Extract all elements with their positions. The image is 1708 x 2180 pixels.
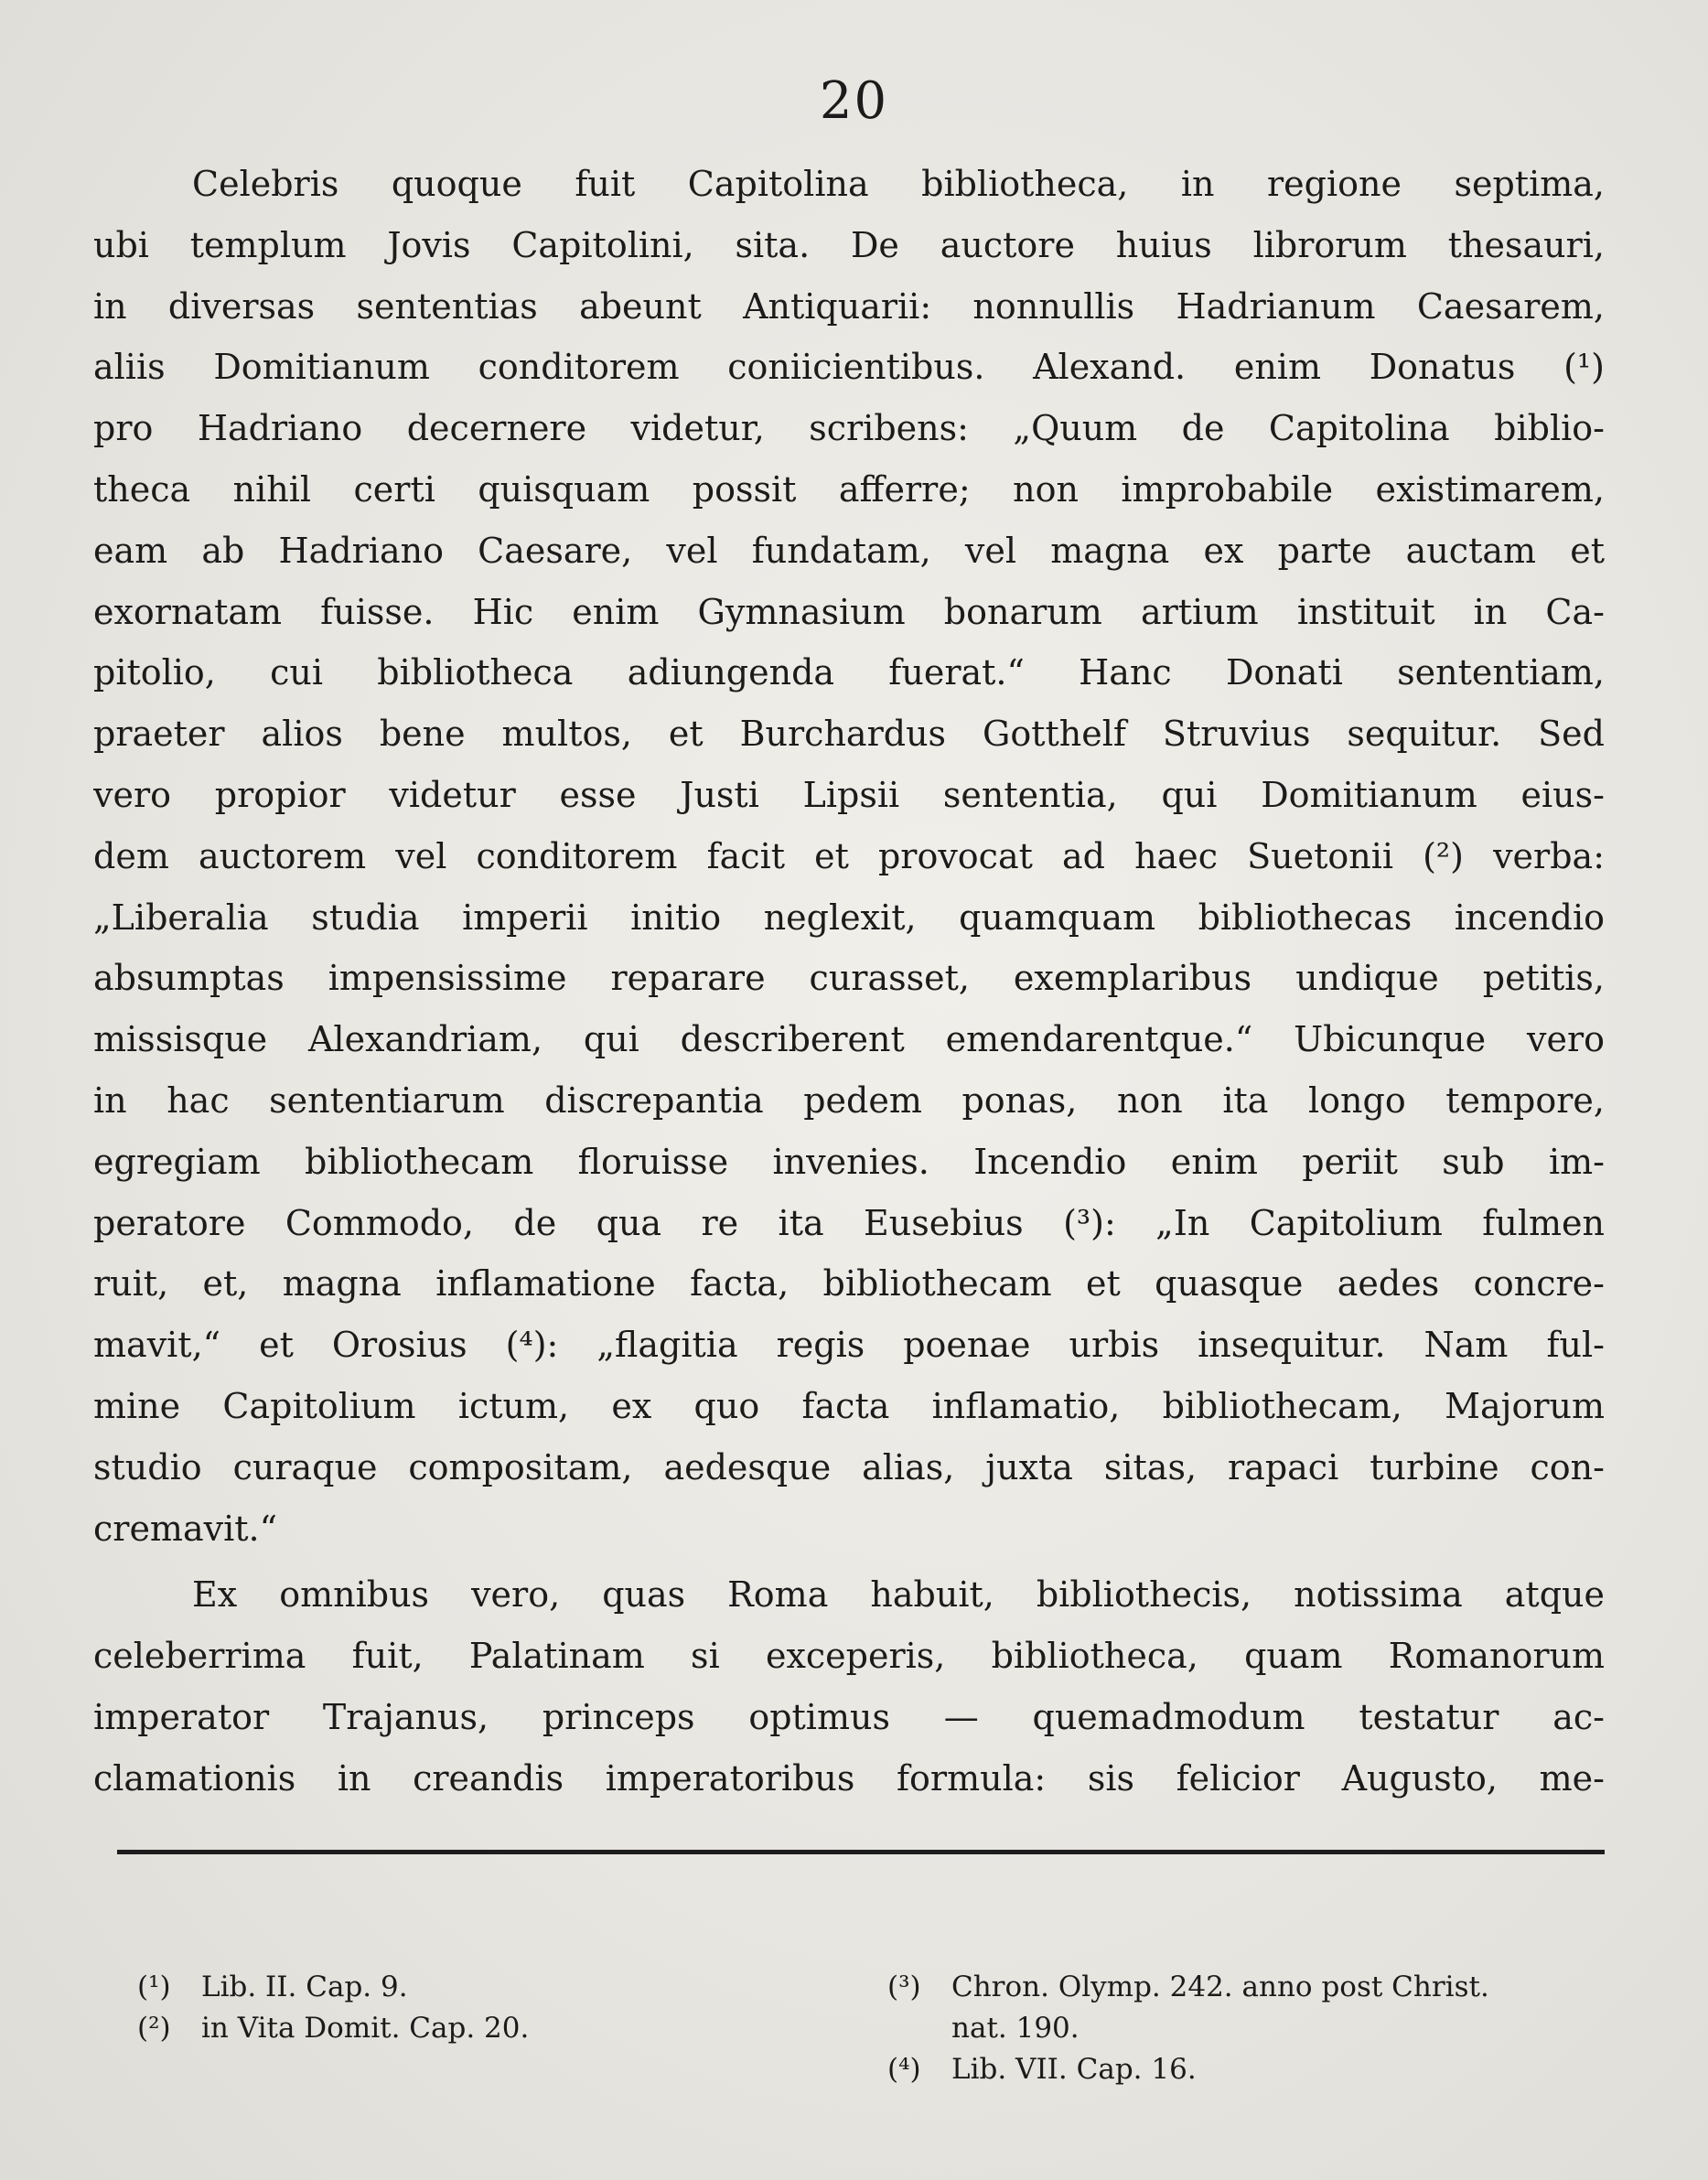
footnote-mark: (¹) — [137, 1971, 171, 2003]
text-line: mavit,“ et Orosius (⁴): „flagitia regis poenae urbis insequitur. Nam ful- — [93, 1325, 1605, 1366]
text-line: eam ab Hadriano Caesare, vel fundatam, vel magna ex parte auctam et — [93, 530, 1605, 571]
footnote-2 — [137, 2008, 851, 2049]
footnote-3-continuation: nat. 190. — [951, 2012, 1080, 2045]
text-line: peratore Commodo, de qua re ita Eusebius (³): „In Capitolium fulmen — [93, 1202, 1605, 1243]
footnote-text: Chron. Olymp. 242. anno post Christ. — [951, 1971, 1489, 2003]
text-line: mine Capitolium ictum, ex quo facta inflamatio, bibliothecam, Majorum — [93, 1385, 1605, 1426]
text-line: egregiam bibliothecam floruisse invenies. Incendio enim periit sub im- — [93, 1141, 1605, 1182]
footnote-text: in Vita Domit. Cap. 20. — [201, 2012, 530, 2045]
text-line: praeter alios bene multos, et Burchardus Gotthelf Struvius sequitur. Sed — [93, 714, 1605, 755]
page-number: 20 — [819, 71, 889, 131]
text-line: absumptas impensissime reparare curasset, exemplaribus undique petitis, — [93, 958, 1605, 999]
text-line: exornatam fuisse. Hic enim Gymnasium bonarum artium instituit in Ca- — [93, 591, 1605, 632]
text-line: missisque Alexandriam, qui describerent emendarentque.“ Ubicunque vero — [93, 1019, 1605, 1060]
text-line: vero propior videtur esse Justi Lipsii sententia, qui Domitianum eius- — [93, 774, 1605, 815]
text-line: Ex omnibus vero, quas Roma habuit, bibliothecis, notissima atque — [192, 1574, 1605, 1616]
text-line: „Liberalia studia imperii initio neglexit, quamquam bibliothecas incendio — [93, 897, 1605, 938]
text-line: in hac sententiarum discrepantia pedem ponas, non ita longo tempore, — [93, 1079, 1605, 1121]
text-line: pro Hadriano decernere videtur, scribens: „Quum de Capitolina biblio- — [93, 408, 1605, 449]
footnote-text: Lib. VII. Cap. 16. — [951, 2053, 1197, 2086]
text-line: imperator Trajanus, princeps optimus — quemadmodum testatur ac- — [93, 1696, 1605, 1737]
text-line: theca nihil certi quisquam possit afferre; non improbabile existimarem, — [93, 468, 1605, 510]
text-line: celeberrima fuit, Palatinam si exceperis, bibliotheca, quam Romanorum — [93, 1636, 1605, 1677]
paragraph-1 — [93, 154, 1605, 1559]
footnote-mark: (⁴) — [887, 2053, 921, 2086]
text-line: clamationis in creandis imperatoribus formula: sis felicior Augusto, me- — [93, 1757, 1605, 1799]
text-line: studio curaque compositam, aedesque alias, juxta sitas, rapaci turbine con- — [93, 1446, 1605, 1487]
text-line: pitolio, cui bibliotheca adiungenda fuerat.“ Hanc Donati sententiam, — [93, 652, 1605, 693]
footnotes-right-column — [887, 1967, 1619, 2090]
text-line: aliis Domitianum conditorem coniicientibus. Alexand. enim Donatus (¹) — [93, 347, 1605, 388]
footnote-mark: (³) — [887, 1971, 921, 2003]
footnote-1 — [137, 1967, 851, 2008]
text-line: cremavit.“ — [93, 1508, 278, 1549]
text-line: Celebris quoque fuit Capitolina bibliotheca, in regione septima, — [192, 164, 1605, 204]
footnote-separator-rule — [117, 1850, 1605, 1854]
text-line: ruit, et, magna inflamatione facta, bibliothecam et quasque aedes concre- — [93, 1263, 1605, 1305]
text-line: dem auctorem vel conditorem facit et provocat ad haec Suetonii (²) verba: — [93, 835, 1605, 876]
body-text — [93, 154, 1605, 1810]
text-line: in diversas sententias abeunt Antiquarii: nonnullis Hadrianum Caesarem, — [93, 285, 1605, 327]
paragraph-2 — [93, 1564, 1605, 1809]
text-line: ubi templum Jovis Capitolini, sita. De auctore huius librorum thesauri, — [93, 224, 1605, 265]
footnote-text: Lib. II. Cap. 9. — [201, 1971, 408, 2003]
footnotes-left-column — [137, 1967, 851, 2049]
footnote-4 — [887, 2049, 1619, 2090]
footnote-mark: (²) — [137, 2012, 171, 2045]
footnote-3 — [887, 1967, 1619, 2008]
